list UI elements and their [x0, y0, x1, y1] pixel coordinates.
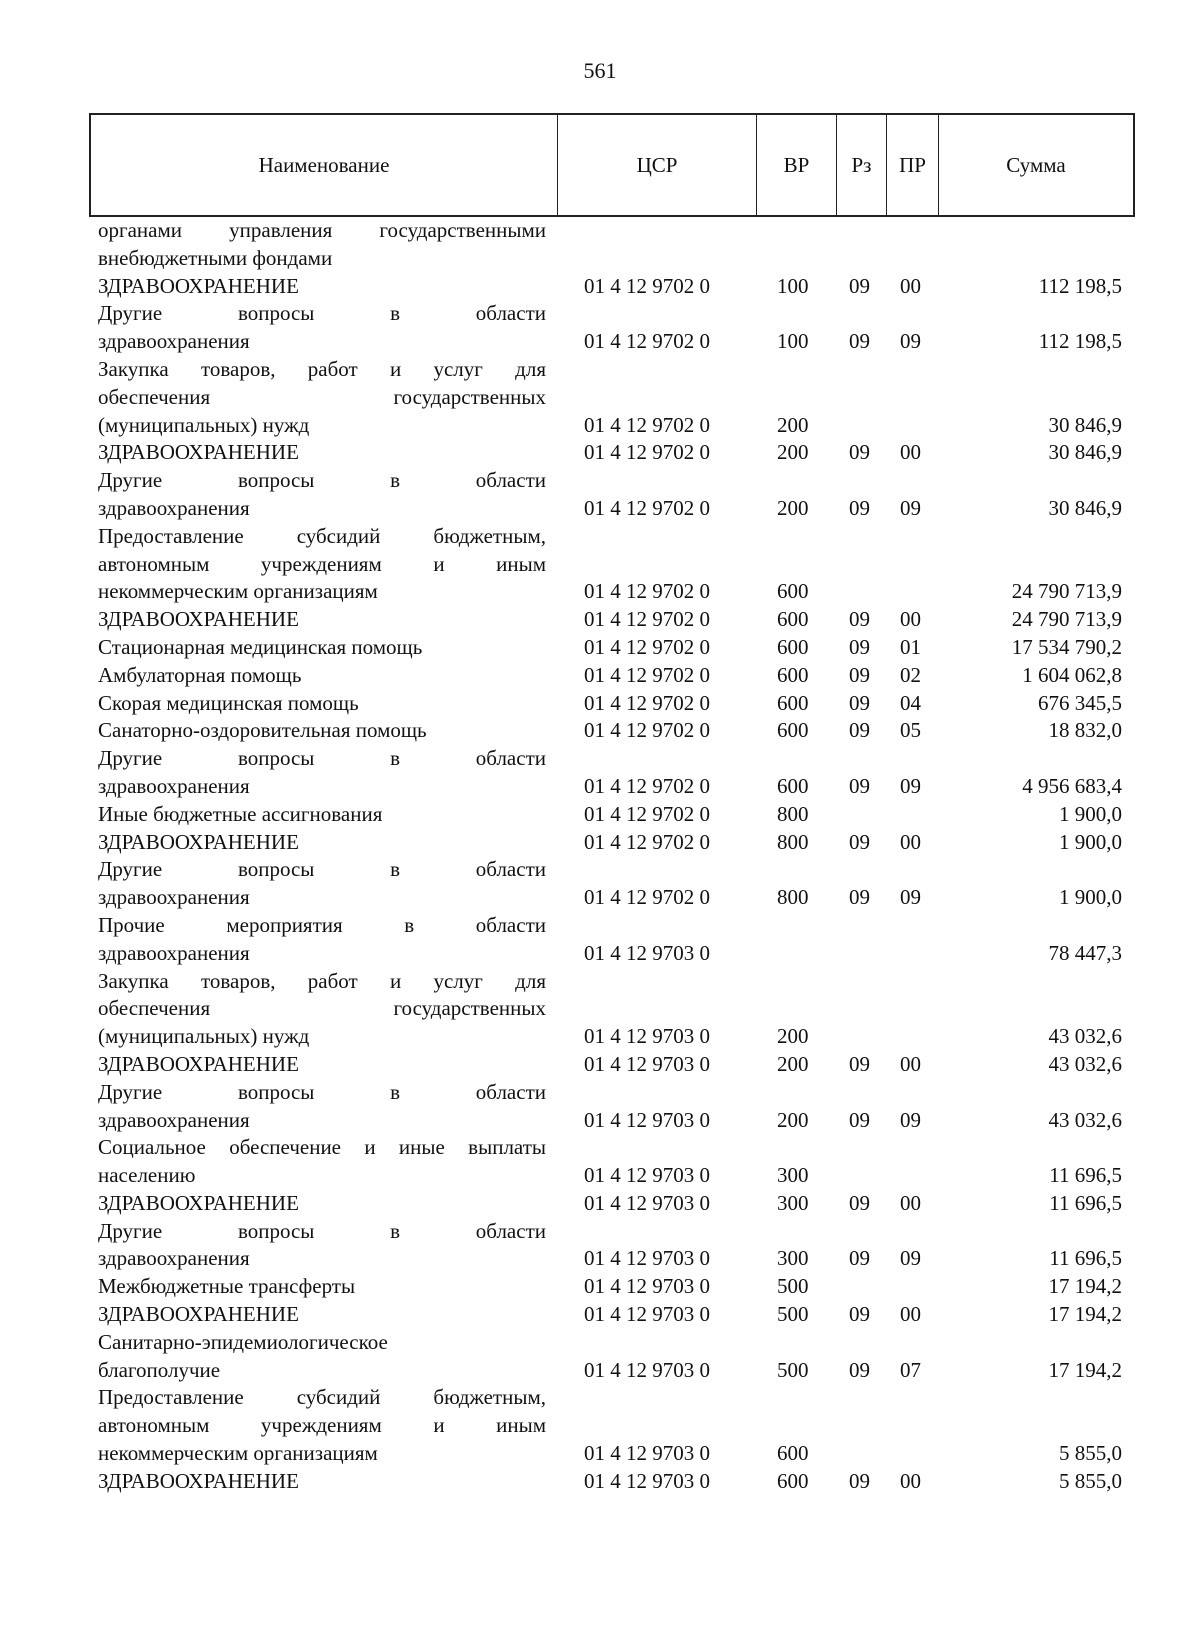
header-rz: Рз [837, 115, 887, 215]
row-sum: 5 855,0 [1059, 1441, 1122, 1466]
row-name-line: Закупка товаров, работ и услуг для [98, 356, 546, 381]
table-row [0, 356, 1200, 439]
row-pr: 04 [900, 690, 921, 715]
row-name [98, 1190, 546, 1218]
table-row [0, 745, 1200, 801]
row-name-line: обеспечения государственных [98, 996, 546, 1021]
table-row [0, 829, 1200, 857]
table-row [0, 1273, 1200, 1301]
row-vr: 600 [777, 1441, 809, 1466]
row-sum: 1 900,0 [1059, 885, 1122, 910]
row-pr: 09 [900, 1107, 921, 1132]
table-row [0, 300, 1200, 356]
row-csr: 01 4 12 9702 0 [584, 885, 710, 910]
row-rz: 09 [849, 1246, 870, 1271]
row-name [98, 439, 546, 467]
row-pr: 09 [900, 773, 921, 798]
row-csr: 01 4 12 9702 0 [584, 607, 710, 632]
row-name-line: здравоохранения [98, 1107, 250, 1132]
row-rz: 09 [849, 329, 870, 354]
table-row [0, 634, 1200, 662]
row-csr: 01 4 12 9702 0 [584, 273, 710, 298]
header-name: Наименование [91, 115, 558, 215]
row-name [98, 467, 546, 523]
row-rz: 09 [849, 690, 870, 715]
row-name-line: органами управления государственными [98, 218, 546, 242]
row-sum: 1 900,0 [1059, 829, 1122, 854]
table-row [0, 1218, 1200, 1274]
row-name-line: ЗДРАВООХРАНЕНИЕ [98, 1190, 299, 1215]
row-rz: 09 [849, 634, 870, 659]
row-sum: 30 846,9 [1048, 495, 1122, 520]
header-csr: ЦСР [558, 115, 757, 215]
row-name-line: некоммерческим организациям [98, 579, 378, 604]
row-vr: 800 [777, 801, 809, 826]
row-vr: 600 [777, 579, 809, 604]
row-name [98, 273, 546, 301]
row-name [98, 217, 546, 273]
row-name-line: ЗДРАВООХРАНЕНИЕ [98, 607, 299, 632]
table-row [0, 1190, 1200, 1218]
row-name-line: обеспечения государственных [98, 384, 546, 409]
table-row [0, 912, 1200, 968]
table-body [0, 217, 1200, 1496]
row-sum: 17 534 790,2 [1011, 634, 1122, 659]
row-name-line: автономным учреждениям и иным [98, 1413, 546, 1438]
row-csr: 01 4 12 9703 0 [584, 1024, 710, 1049]
row-name-line: ЗДРАВООХРАНЕНИЕ [98, 273, 299, 298]
row-csr: 01 4 12 9702 0 [584, 773, 710, 798]
row-name-line: (муниципальных) нужд [98, 1024, 310, 1049]
row-name-line: некоммерческим организациям [98, 1441, 378, 1466]
row-name [98, 662, 546, 690]
table-row [0, 1301, 1200, 1329]
page-number: 561 [583, 58, 617, 83]
row-name-line: Другие вопросы в области [98, 1218, 546, 1243]
row-sum: 78 447,3 [1048, 940, 1122, 965]
row-sum: 17 194,2 [1048, 1357, 1122, 1382]
row-csr: 01 4 12 9702 0 [584, 718, 710, 743]
row-csr: 01 4 12 9703 0 [584, 1107, 710, 1132]
row-name-line: Амбулаторная помощь [98, 662, 302, 687]
row-sum: 112 198,5 [1038, 273, 1122, 298]
row-rz: 09 [849, 1468, 870, 1493]
row-name-line: Другие вопросы в области [98, 1079, 546, 1104]
row-name [98, 856, 546, 912]
row-name-line: Другие вопросы в области [98, 857, 546, 882]
row-pr: 00 [900, 1051, 921, 1076]
row-rz: 09 [849, 495, 870, 520]
row-name-line: Предоставление субсидий бюджетным, [98, 1385, 546, 1410]
row-pr: 00 [900, 440, 921, 465]
row-vr: 200 [777, 495, 809, 520]
row-name-line: Другие вопросы в области [98, 746, 546, 771]
row-vr: 200 [777, 1051, 809, 1076]
row-name-line: Прочие мероприятия в области [98, 912, 546, 937]
row-sum: 18 832,0 [1048, 718, 1122, 743]
row-pr: 09 [900, 885, 921, 910]
row-vr: 200 [777, 412, 809, 437]
row-pr: 00 [900, 1190, 921, 1215]
row-name-line: здравоохранения [98, 329, 250, 354]
table-row [0, 523, 1200, 606]
table-row [0, 968, 1200, 1051]
table-row [0, 1079, 1200, 1135]
row-name-line: внебюджетными фондами [98, 245, 333, 270]
row-csr: 01 4 12 9703 0 [584, 1163, 710, 1188]
row-name [98, 300, 546, 356]
row-name [98, 1468, 546, 1496]
row-rz: 09 [849, 1107, 870, 1132]
row-name [98, 1051, 546, 1079]
row-rz: 09 [849, 885, 870, 910]
row-rz: 09 [849, 1190, 870, 1215]
row-sum: 24 790 713,9 [1011, 579, 1122, 604]
row-pr: 01 [900, 634, 921, 659]
row-name-line: ЗДРАВООХРАНЕНИЕ [98, 1051, 299, 1076]
row-vr: 200 [777, 1107, 809, 1132]
row-name-line: Санитарно-эпидемиологическое [98, 1329, 388, 1354]
row-name-line: здравоохранения [98, 940, 250, 965]
row-name-line: Другие вопросы в области [98, 301, 546, 326]
row-name-line: Стационарная медицинская помощь [98, 634, 423, 659]
row-name [98, 356, 546, 439]
row-name [98, 606, 546, 634]
table-row [0, 439, 1200, 467]
row-csr: 01 4 12 9702 0 [584, 634, 710, 659]
row-rz: 09 [849, 829, 870, 854]
row-name-line: здравоохранения [98, 885, 250, 910]
row-sum: 24 790 713,9 [1011, 607, 1122, 632]
row-sum: 5 855,0 [1059, 1468, 1122, 1493]
row-csr: 01 4 12 9702 0 [584, 440, 710, 465]
row-name-line: ЗДРАВООХРАНЕНИЕ [98, 1468, 299, 1493]
row-vr: 300 [777, 1246, 809, 1271]
row-name-line: ЗДРАВООХРАНЕНИЕ [98, 440, 299, 465]
row-vr: 300 [777, 1163, 809, 1188]
row-csr: 01 4 12 9702 0 [584, 801, 710, 826]
row-name [98, 912, 546, 968]
row-vr: 100 [777, 329, 809, 354]
row-name-line: (муниципальных) нужд [98, 412, 310, 437]
row-pr: 00 [900, 829, 921, 854]
row-csr: 01 4 12 9702 0 [584, 662, 710, 687]
row-name [98, 1273, 546, 1301]
row-name [98, 745, 546, 801]
row-name-line: Предоставление субсидий бюджетным, [98, 523, 546, 548]
row-rz: 09 [849, 662, 870, 687]
row-name [98, 801, 546, 829]
row-csr: 01 4 12 9702 0 [584, 829, 710, 854]
row-name [98, 829, 546, 857]
row-rz: 09 [849, 440, 870, 465]
row-name [98, 1329, 546, 1385]
row-csr: 01 4 12 9703 0 [584, 1246, 710, 1271]
row-name [98, 1218, 546, 1274]
row-csr: 01 4 12 9703 0 [584, 1051, 710, 1076]
row-csr: 01 4 12 9703 0 [584, 1302, 710, 1327]
row-rz: 09 [849, 1357, 870, 1382]
row-name-line: Скорая медицинская помощь [98, 690, 359, 715]
row-csr: 01 4 12 9703 0 [584, 1441, 710, 1466]
row-name-line: ЗДРАВООХРАНЕНИЕ [98, 1302, 299, 1327]
table-row [0, 217, 1200, 273]
row-vr: 600 [777, 1468, 809, 1493]
row-pr: 00 [900, 1302, 921, 1327]
row-csr: 01 4 12 9702 0 [584, 412, 710, 437]
table-row [0, 273, 1200, 301]
row-pr: 00 [900, 1468, 921, 1493]
row-sum: 30 846,9 [1048, 440, 1122, 465]
row-csr: 01 4 12 9703 0 [584, 940, 710, 965]
row-sum: 17 194,2 [1048, 1302, 1122, 1327]
row-vr: 800 [777, 829, 809, 854]
row-vr: 600 [777, 718, 809, 743]
row-sum: 676 345,5 [1038, 690, 1122, 715]
header-vr: ВР [757, 115, 837, 215]
row-name-line: здравоохранения [98, 773, 250, 798]
row-vr: 200 [777, 1024, 809, 1049]
row-sum: 4 956 683,4 [1022, 773, 1122, 798]
row-sum: 1 900,0 [1059, 801, 1122, 826]
row-csr: 01 4 12 9703 0 [584, 1468, 710, 1493]
table-row [0, 801, 1200, 829]
row-sum: 11 696,5 [1049, 1246, 1122, 1271]
row-vr: 600 [777, 773, 809, 798]
row-name [98, 690, 546, 718]
table-row [0, 1329, 1200, 1385]
table-header [89, 113, 1135, 217]
row-vr: 500 [777, 1274, 809, 1299]
table-row [0, 662, 1200, 690]
row-name-line: автономным учреждениям и иным [98, 551, 546, 576]
row-name [98, 1384, 546, 1467]
row-sum: 1 604 062,8 [1022, 662, 1122, 687]
row-pr: 07 [900, 1357, 921, 1382]
row-name-line: населению [98, 1163, 196, 1188]
row-pr: 00 [900, 607, 921, 632]
row-csr: 01 4 12 9702 0 [584, 579, 710, 604]
row-name [98, 1079, 546, 1135]
row-vr: 600 [777, 662, 809, 687]
row-name-line: здравоохранения [98, 495, 250, 520]
row-rz: 09 [849, 607, 870, 632]
row-sum: 43 032,6 [1048, 1107, 1122, 1132]
header-sum: Сумма [1006, 152, 1066, 177]
row-sum: 43 032,6 [1048, 1024, 1122, 1049]
row-rz: 09 [849, 718, 870, 743]
row-name [98, 634, 546, 662]
row-name-line: Социальное обеспечение и иные выплаты [98, 1135, 546, 1160]
row-pr: 09 [900, 1246, 921, 1271]
table-row [0, 606, 1200, 634]
row-pr: 02 [900, 662, 921, 687]
row-vr: 300 [777, 1190, 809, 1215]
row-vr: 800 [777, 885, 809, 910]
row-csr: 01 4 12 9703 0 [584, 1274, 710, 1299]
row-sum: 11 696,5 [1049, 1190, 1122, 1215]
row-vr: 500 [777, 1357, 809, 1382]
row-name [98, 1134, 546, 1190]
table-row [0, 717, 1200, 745]
table-row [0, 856, 1200, 912]
row-sum: 112 198,5 [1038, 329, 1122, 354]
row-name [98, 968, 546, 1051]
row-rz: 09 [849, 773, 870, 798]
row-name-line: Санаторно-оздоровительная помощь [98, 718, 427, 743]
row-vr: 500 [777, 1302, 809, 1327]
row-sum: 43 032,6 [1048, 1051, 1122, 1076]
table-row [0, 1051, 1200, 1079]
row-sum: 11 696,5 [1049, 1163, 1122, 1188]
row-rz: 09 [849, 273, 870, 298]
row-name [98, 523, 546, 606]
table-row [0, 690, 1200, 718]
row-vr: 200 [777, 440, 809, 465]
row-csr: 01 4 12 9703 0 [584, 1190, 710, 1215]
row-name-line: Другие вопросы в области [98, 468, 546, 493]
row-name [98, 1301, 546, 1329]
row-pr: 00 [900, 273, 921, 298]
row-csr: 01 4 12 9702 0 [584, 329, 710, 354]
row-vr: 600 [777, 607, 809, 632]
table-row [0, 467, 1200, 523]
row-pr: 09 [900, 329, 921, 354]
row-pr: 05 [900, 718, 921, 743]
table-row [0, 1468, 1200, 1496]
row-csr: 01 4 12 9702 0 [584, 495, 710, 520]
row-csr: 01 4 12 9703 0 [584, 1357, 710, 1382]
row-name-line: Иные бюджетные ассигнования [98, 801, 383, 826]
row-vr: 600 [777, 690, 809, 715]
row-vr: 100 [777, 273, 809, 298]
row-rz: 09 [849, 1302, 870, 1327]
table-row [0, 1134, 1200, 1190]
row-pr: 09 [900, 495, 921, 520]
row-rz: 09 [849, 1051, 870, 1076]
row-name-line: ЗДРАВООХРАНЕНИЕ [98, 829, 299, 854]
row-csr: 01 4 12 9702 0 [584, 690, 710, 715]
header-pr: ПР [887, 115, 939, 215]
row-name-line: Межбюджетные трансферты [98, 1274, 356, 1299]
row-name-line: благополучие [98, 1357, 221, 1382]
row-name [98, 717, 546, 745]
row-vr: 600 [777, 634, 809, 659]
table-row [0, 1384, 1200, 1467]
row-sum: 17 194,2 [1048, 1274, 1122, 1299]
row-sum: 30 846,9 [1048, 412, 1122, 437]
row-name-line: Закупка товаров, работ и услуг для [98, 968, 546, 993]
row-name-line: здравоохранения [98, 1246, 250, 1271]
